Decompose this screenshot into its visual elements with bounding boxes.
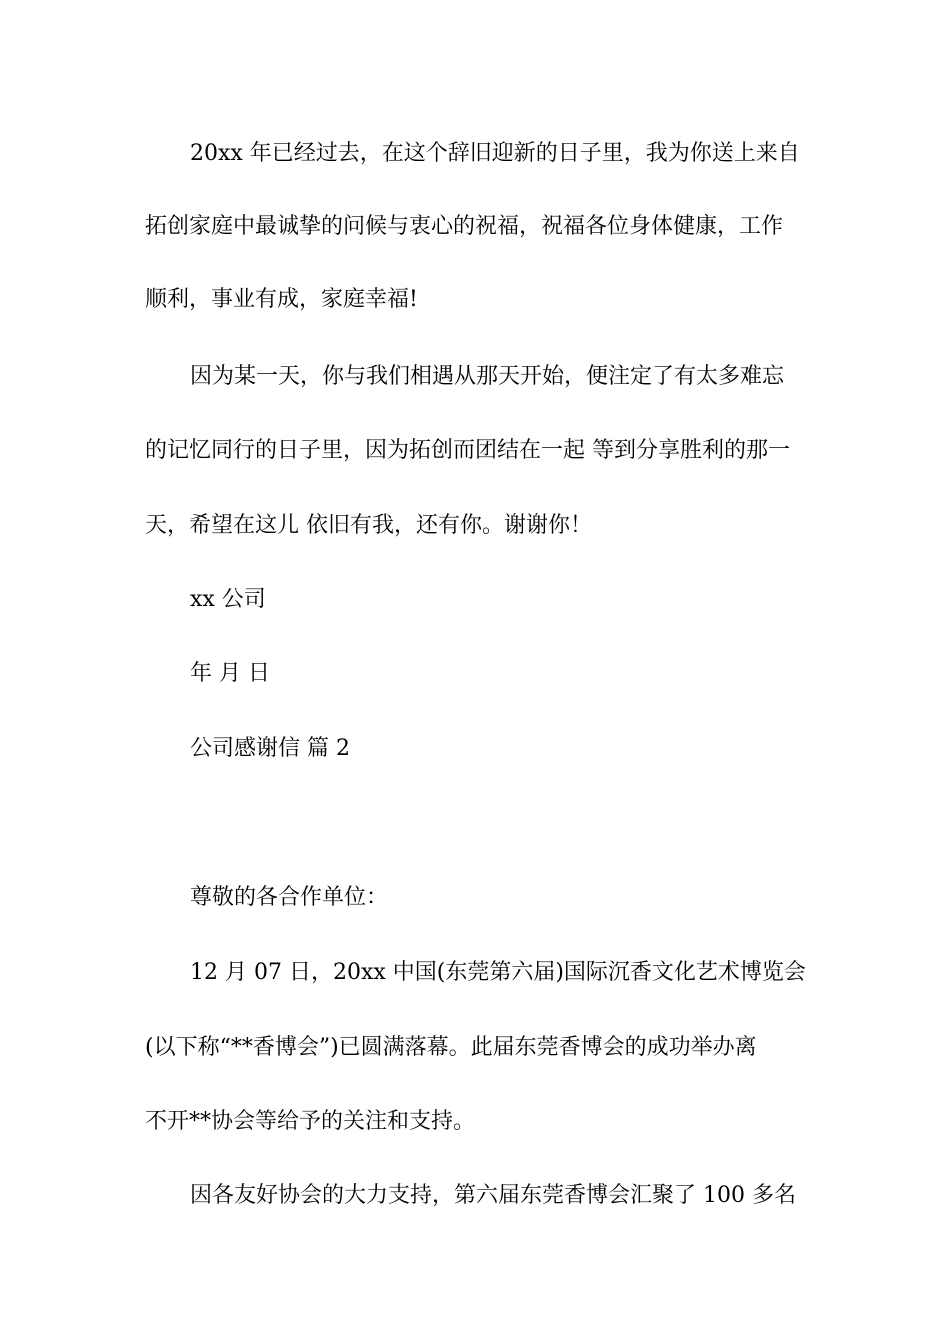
- paragraph-1-line-1: 20xx 年已经过去，在这个辞旧迎新的日子里，我为你送上来自: [190, 141, 800, 166]
- paragraph-3-line-3: 不开**协会等给予的关注和支持。: [145, 1109, 476, 1134]
- paragraph-1-line-2: 拓创家庭中最诚挚的问候与衷心的祝福，祝福各位身体健康，工作: [145, 214, 784, 239]
- signature-company: xx 公司: [190, 587, 266, 612]
- paragraph-1-line-3: 顺利，事业有成，家庭幸福!: [145, 287, 418, 312]
- paragraph-2-line-3: 天，希望在这儿 依旧有我，还有你。谢谢你！: [145, 513, 592, 538]
- paragraph-3-line-1: 12 月 07 日，20xx 中国(东莞第六届)国际沉香文化艺术博览会: [190, 960, 806, 985]
- paragraph-2-line-2: 的记忆同行的日子里，因为拓创而团结在一起 等到分享胜利的那一: [145, 438, 790, 463]
- signature-date: 年 月 日: [190, 661, 270, 686]
- paragraph-4-line-1: 因各友好协会的大力支持，第六届东莞香博会汇聚了 100 多名: [190, 1183, 796, 1208]
- section-heading: 公司感谢信 篇 2: [190, 736, 350, 761]
- paragraph-2-line-1: 因为某一天，你与我们相遇从那天开始，便注定了有太多难忘: [190, 364, 785, 389]
- paragraph-3-line-2: (以下称“**香博会”)已圆满落幕。此届东莞香博会的成功举办离: [145, 1035, 757, 1060]
- salutation: 尊敬的各合作单位：: [190, 885, 389, 910]
